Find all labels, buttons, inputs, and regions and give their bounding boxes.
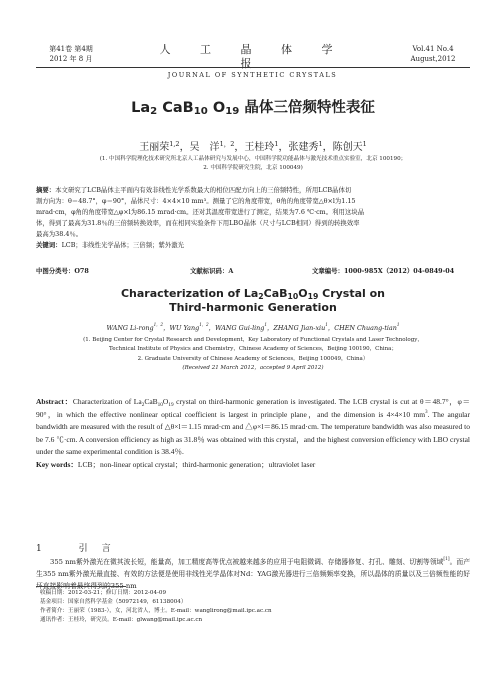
title-en-line: Third-harmonic Generation [169,301,337,314]
abstract-label-en: Abstract： [36,397,73,406]
title-en-part: Characterization of La [120,287,259,300]
intro-text: ：YAG激光器进行三倍频频率变换，所以晶体的质量以及三倍频性能的好坏直接影响着最终得到的355 nm [36,569,470,590]
author-cn: ，张建秀 [278,142,319,153]
abstract-line: 体，得到了最高为31.8％的三倍频转换效率，而在相同实验条件下用LBO晶体（尺寸与LCB相同）得到的转换效率 [36,219,360,228]
author-affil-mark: 1 [396,322,400,327]
author-cn: ，陈创天 [322,142,363,153]
abstract-text: crystal on third-harmonic generation is investigated. The LCB crystal is cut at θ＝48.7°，φ＝90°，in which the effective nonlinear optical coefficient is largest in principle plane，and the dimension is 4×4×10 mm [36,397,470,419]
abstract-line: 最高为38.4％。 [36,230,83,239]
keywords-label-cn: 关键词： [36,241,62,250]
author-affil-mark: 1 [264,322,268,327]
abstract-line: 本文研究了LCB晶体主平面内有效非线性光学系数最大的相位匹配方向上的三倍频特性，所用LCB晶体切 [55,186,352,194]
keywords-en: LCB；non-linear optical crystal；third-harmonic generation；ultraviolet laser [77,459,316,469]
abstract-sub: 2 [141,402,145,408]
title-cn-sub: 19 [225,106,240,117]
title-cn-sub: 10 [193,106,208,117]
affiliations-cn [36,155,470,173]
author-cn: ，吴 洋 [179,142,220,153]
paper-title-cn [36,96,470,117]
title-en-sub: 10 [287,292,299,301]
affiliation-line: 2. Graduate University of Chinese Academy of Sciences，Beijing 100049，China） [137,355,369,362]
section-title: 引言 [78,544,125,554]
abstract-text: . The angular bandwidth are measured with the result of △θ×l＝1.15 mrad·cm and △φ×l＝86.15 mrad·cm. The temperature bandwidth was also measured to be 7.6 ℃·cm. A conversion efficiency as high as 31.8％ was obtained with this crystal，and the highest conversion efficiency with LBO crystal under the same experimental condition is 38.4％. [36,409,470,456]
intro-text: 。而产生355 nm紫外激光最直接、有效的方法便是使用非线性光学晶体对Nd [36,558,471,578]
footnote-received: 收稿日期：2012-03-21；修订日期：2012-04-09 [40,590,167,596]
title-en-part: O [298,287,308,300]
author-en: ，WU Yang [163,324,200,332]
author-affil-mark: 1 [274,140,279,148]
authors-en [36,323,470,332]
volume-en: Vol.41 No.4 [412,45,454,53]
introduction-paragraph [36,557,470,593]
footnote-author: 作者简介：王丽荣（1983-），女，河北省人，博士。E-mail：wanglirong@mail.ipc.ac.cn [40,608,272,614]
author-en: ，ZHANG Jian-xiu [267,324,326,332]
intro-text: 355 nm紫外激光在微其波长短，能量高，加工精度高等优点被越来越多的应用于电阻微调、存储器修 [50,558,355,566]
title-en-part: Crystal on [318,287,386,300]
volume-issue-en [398,44,468,64]
keywords-label-en: Key words： [36,459,78,469]
paper-title-en [36,287,470,315]
received-date-en: (Received 21 March 2012，accepted 9 April 2012) [182,364,324,371]
affiliations-en [36,336,470,373]
abstract-label-cn: 摘要： [36,186,56,194]
journal-name [140,43,365,80]
title-en-sub: 2 [258,292,264,301]
author-en: WANG Li-rong [106,324,154,332]
article-number: 文章编号：1000-985X（2012）04-0849-04 [312,267,455,275]
title-cn-sub: 2 [150,106,158,117]
title-cn-part: CaB [157,100,194,116]
author-en: ，CHEN Chuang-tian [327,324,397,332]
authors-cn [36,138,470,153]
author-cn: ，王桂玲 [234,142,275,153]
footnote-corresponding: 通讯作者：王桂玲，研究员。E-mail：glwang@mail.ipc.ac.cn [40,617,203,623]
abstract-sub: 10 [157,402,163,408]
footnote-rule [36,586,126,587]
author-affil-mark: 1，2 [199,322,209,327]
title-cn-part: La [131,100,151,116]
volume-cn: 第41卷 第4期 [49,45,93,53]
abstract-line: 割方向为：θ＝48.7°，φ＝90°，晶体尺寸：4×4×10 mm³。测量了它的角度带宽，θ角的角度带宽△θ×l为1.15 [36,197,356,206]
journal-name-en: JOURNAL OF SYNTHETIC CRYSTALS [167,71,338,79]
title-cn-part: 晶体三倍频特性表征 [239,100,375,116]
clc-number: 中图分类号：O78 [36,267,89,275]
title-en-part: CaB [263,287,288,300]
footnote-fund: 基金项目：国家自然科学基金（50972149，61138004） [40,599,187,605]
title-cn-part: O [207,100,226,116]
header-rule [36,67,470,68]
citation-mark: [1] [443,557,450,562]
author-affil-mark: 1 [325,322,328,327]
abstract-sub: 19 [168,402,174,408]
author-cn: 王丽荣 [139,142,170,153]
abstract-text: Characterization of La [72,397,142,406]
abstract-text: CaB [144,397,158,406]
section-heading [36,541,125,554]
abstract-cn [36,185,470,252]
author-affil-mark: 1 [362,140,367,148]
title-en-sub: 19 [307,292,319,301]
document-code: 文献标识码：A [190,267,234,275]
author-affil-mark: 1，2 [153,322,164,327]
affiliation-line: (1. Beijing Center for Crystal Research and Development，Key Laboratory of Functional Crystals and Laser Technology， [83,337,423,343]
author-en: ，WANG Gui-ling [208,324,265,332]
abstract-text: O [162,397,169,406]
affiliation-line: Technical Institute of Physics and Chemistry，Chinese Academy of Sciences，Beijing 100190，China； [109,346,397,353]
affiliation-line: (1. 中国科学院理化技术研究所北京人工晶体研究与发展中心，中国科学院功能晶体与激光技术重点实验室，北京 100190； [99,156,407,162]
section-number: 1 [36,544,56,554]
date-en: August,2012 [410,55,456,63]
journal-name-cn: 人 工 晶 体 学 报 [159,43,346,70]
abstract-sup: 3 [425,409,428,415]
affiliation-line: 2. 中国科学院研究生院，北京 100049) [203,165,303,171]
author-affil-mark: 1，2 [219,140,235,148]
author-affil-mark: 1 [318,140,323,148]
author-affil-mark: 1,2 [169,140,180,148]
keywords-cn: LCB；非线性光学晶体；三倍频；紫外激光 [61,241,185,250]
volume-issue-cn [36,44,106,64]
intro-text: 复、打孔、雕刻、切割等领域 [354,558,444,566]
abstract-line: mrad·cm，φ角的角度带宽△φ×l为86.15 mrad·cm。还对其温度带宽进行了测定，结果为7.6 ℃·cm。利用这块晶 [36,208,365,217]
date-cn: 2012 年 8 月 [49,55,93,63]
abstract-en [36,396,470,471]
